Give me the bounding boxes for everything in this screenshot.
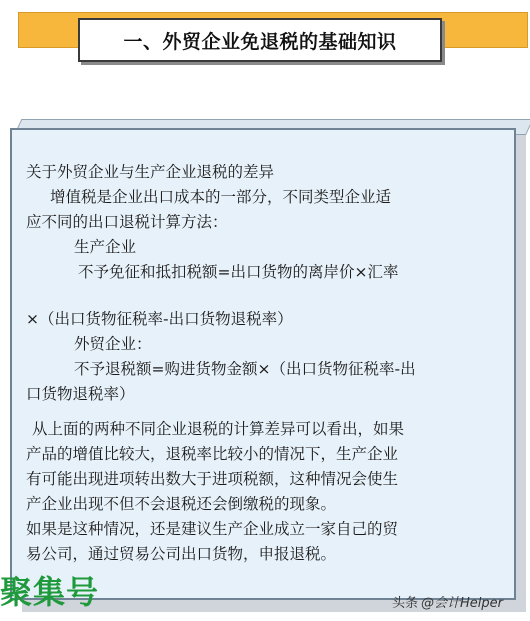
para2-line-4: 产企业出现不但不会退税还会倒缴税的现象。 xyxy=(26,495,337,513)
para2-line-3: 有可能出现进项转出数大于进项税额，这种情况会使生 xyxy=(26,470,399,488)
spacer xyxy=(26,285,512,307)
section-title: 一、外贸企业免退税的基础知识 xyxy=(78,18,442,62)
production-formula-1: 不予免征和抵扣税额=出口货物的离岸价×汇率 xyxy=(78,263,399,281)
card-body xyxy=(26,160,512,567)
intro-line-2: 应不同的出口退税计算方法： xyxy=(26,213,228,231)
watermark-brand: @会计Helper xyxy=(421,596,503,611)
trade-formula-1: 不予退税额=购进货物金额×（出口货物征税率-出 xyxy=(74,360,416,378)
para3-line-1: 如果是这种情况，还是建议生产企业成立一家自己的贸 xyxy=(26,520,399,538)
spacer xyxy=(26,407,512,417)
intro-line-1: 增值税是企业出口成本的一部分，不同类型企业适 xyxy=(50,188,392,206)
watermark-prefix: 头条 xyxy=(392,596,419,611)
watermark-author xyxy=(392,592,503,611)
para3-line-2: 易公司，通过贸易公司出口货物，申报退税。 xyxy=(26,545,337,563)
watermark-logo: 聚集号 xyxy=(0,573,100,611)
trade-formula-2: 口货物退税率） xyxy=(26,385,135,403)
production-formula-2: ×（出口货物征税率-出口货物退税率） xyxy=(26,310,293,328)
para2-line-1: 从上面的两种不同企业退税的计算差异可以看出，如果 xyxy=(32,420,405,438)
para2-line-2: 产品的增值比较大，退税率比较小的情况下，生产企业 xyxy=(26,445,399,463)
production-label: 生产企业 xyxy=(74,238,137,256)
trade-label: 外贸企业： xyxy=(74,335,152,353)
heading-line: 关于外贸企业与生产企业退税的差异 xyxy=(26,163,275,181)
